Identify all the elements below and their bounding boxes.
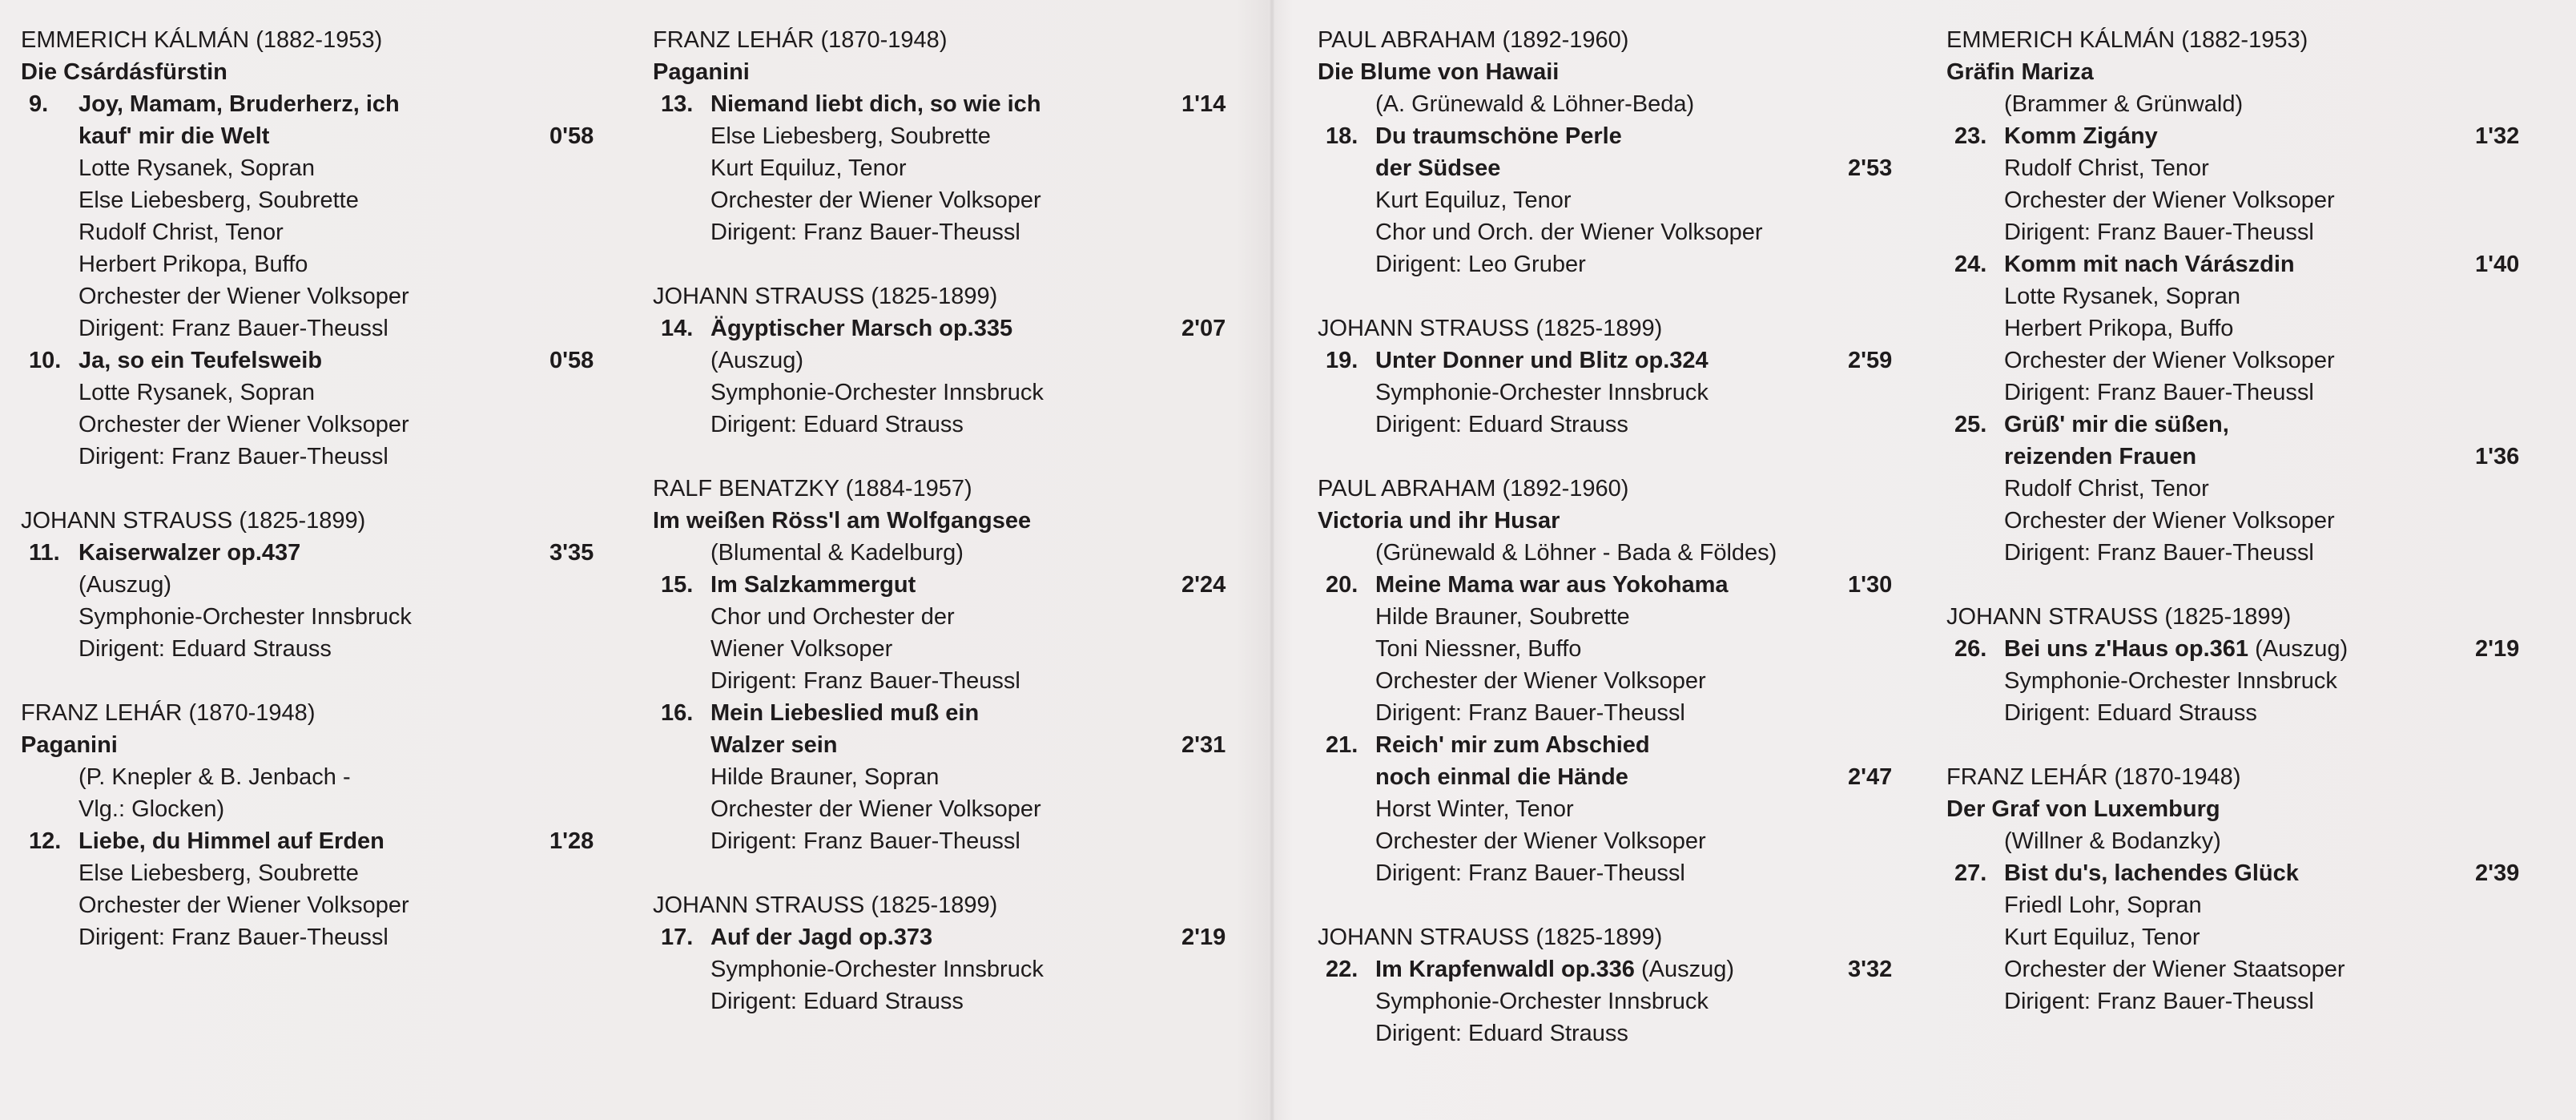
- track-title-text: reizenden Frauen: [2004, 444, 2197, 469]
- track-title: [1375, 953, 1910, 985]
- track-title-text: Joy, Mamam, Bruderherz, ich: [78, 91, 400, 117]
- performer-credit: Orchester der Wiener Volksoper: [1375, 828, 1706, 854]
- track-title: [2004, 120, 2539, 152]
- track-title-text: Im Salzkammergut: [710, 572, 916, 598]
- performer-credit: Orchester der Wiener Volksoper: [1375, 668, 1706, 694]
- track-item: [1318, 344, 1910, 441]
- track-title-text: Im Krapfenwaldl op.336: [1375, 957, 1635, 982]
- tracklist-column: [21, 24, 614, 985]
- track-title: [1375, 761, 1910, 793]
- performer-credit: Dirigent: Franz Bauer-Theussl: [1375, 860, 1685, 886]
- composer-block: [21, 505, 614, 665]
- performer-credit: Orchester der Wiener Volksoper: [710, 187, 1041, 213]
- composer-block: [653, 24, 1246, 248]
- track-item: [653, 569, 1246, 697]
- librettist-credit: (A. Grünewald & Löhner-Beda): [1375, 91, 1695, 117]
- composer-name: PAUL ABRAHAM (1892-1960): [1318, 476, 1629, 502]
- track-title: [710, 569, 1246, 601]
- track-number: 26.: [1954, 636, 1987, 662]
- performer-credit: Orchester der Wiener Volksoper: [78, 412, 409, 437]
- track-duration: 1'14: [1181, 91, 1226, 117]
- composer-name: FRANZ LEHÁR (1870-1948): [21, 700, 316, 726]
- track-number: 17.: [661, 925, 694, 950]
- track-title-text: Walzer sein: [710, 732, 838, 758]
- track-title-text: der Südsee: [1375, 155, 1501, 181]
- track-number: 19.: [1326, 348, 1358, 373]
- track-duration: 1'32: [2475, 123, 2520, 149]
- track-title-text: noch einmal die Hände: [1375, 764, 1628, 790]
- performer-credit: Friedl Lohr, Sopran: [2004, 892, 2202, 918]
- performer-credit: Else Liebesberg, Soubrette: [710, 123, 991, 149]
- track-item: [1946, 409, 2539, 569]
- composer-name: JOHANN STRAUSS (1825-1899): [1946, 604, 2292, 630]
- track-title: [78, 120, 614, 152]
- track-duration: 0'58: [549, 123, 594, 149]
- performer-credit: (Auszug): [78, 572, 172, 598]
- performer-credit: Orchester der Wiener Volksoper: [2004, 348, 2335, 373]
- track-duration: 2'59: [1848, 348, 1893, 373]
- performer-credit: Symphonie-Orchester Innsbruck: [710, 957, 1044, 982]
- track-title: [78, 344, 614, 377]
- librettist-credit: Vlg.: Glocken): [78, 796, 225, 822]
- track-number: 16.: [661, 700, 694, 726]
- performer-credit: Dirigent: Franz Bauer-Theussl: [2004, 380, 2314, 405]
- performer-credit: Else Liebesberg, Soubrette: [78, 187, 359, 213]
- track-duration: 2'53: [1848, 155, 1893, 181]
- track-duration: 1'36: [2475, 444, 2520, 469]
- composer-block: [1318, 312, 1910, 441]
- track-title: [2004, 409, 2539, 441]
- track-title-suffix: (Auszug): [2255, 636, 2349, 662]
- composer-name: JOHANN STRAUSS (1825-1899): [653, 284, 998, 309]
- track-number: 23.: [1954, 123, 1987, 149]
- performer-credit: Rudolf Christ, Tenor: [2004, 155, 2209, 181]
- performer-credit: Orchester der Wiener Volksoper: [2004, 187, 2335, 213]
- composer-name: RALF BENATZKY (1884-1957): [653, 476, 972, 502]
- composer-name: JOHANN STRAUSS (1825-1899): [653, 892, 998, 918]
- track-item: [1946, 857, 2539, 1017]
- performer-credit: Hilde Brauner, Sopran: [710, 764, 940, 790]
- tracklist-column: [1946, 24, 2539, 1049]
- performer-credit: Rudolf Christ, Tenor: [2004, 476, 2209, 502]
- track-title-text: Komm mit nach Várászdin: [2004, 252, 2295, 277]
- track-title-text: Mein Liebeslied muß ein: [710, 700, 980, 726]
- track-title-text: Bei uns z'Haus op.361: [2004, 636, 2249, 662]
- track-title: [710, 921, 1246, 953]
- performer-credit: Symphonie-Orchester Innsbruck: [1375, 380, 1709, 405]
- track-title-text: Ägyptischer Marsch op.335: [710, 316, 1013, 341]
- performer-credit: Dirigent: Eduard Strauss: [710, 989, 964, 1014]
- track-title: [710, 88, 1246, 120]
- composer-block: [21, 697, 614, 953]
- track-number: 9.: [29, 91, 49, 117]
- performer-credit: Dirigent: Eduard Strauss: [78, 636, 332, 662]
- track-item: [1318, 569, 1910, 729]
- track-duration: 2'31: [1181, 732, 1226, 758]
- performer-credit: Dirigent: Franz Bauer-Theussl: [710, 668, 1020, 694]
- track-duration: 2'39: [2475, 860, 2520, 886]
- track-title: [2004, 248, 2539, 280]
- performer-credit: Orchester der Wiener Volksoper: [78, 284, 409, 309]
- track-number: 11.: [29, 540, 60, 566]
- track-title: [2004, 857, 2539, 889]
- track-duration: 1'40: [2475, 252, 2520, 277]
- composer-block: [1318, 921, 1910, 1049]
- track-duration: 2'07: [1181, 316, 1226, 341]
- track-title: [1375, 344, 1910, 377]
- performer-credit: Symphonie-Orchester Innsbruck: [710, 380, 1044, 405]
- track-title-text: Reich' mir zum Abschied: [1375, 732, 1650, 758]
- performer-credit: Dirigent: Eduard Strauss: [1375, 1021, 1628, 1046]
- track-title: [710, 312, 1246, 344]
- performer-credit: Dirigent: Leo Gruber: [1375, 252, 1586, 277]
- track-title-suffix: (Auszug): [1640, 957, 1735, 982]
- performer-credit: Chor und Orchester der: [710, 604, 955, 630]
- performer-credit: Dirigent: Franz Bauer-Theussl: [2004, 989, 2314, 1014]
- performer-credit: Wiener Volksoper: [710, 636, 893, 662]
- performer-credit: Orchester der Wiener Staatsoper: [2004, 957, 2345, 982]
- performer-credit: Herbert Prikopa, Buffo: [2004, 316, 2234, 341]
- track-item: [653, 921, 1246, 1017]
- performer-credit: Lotte Rysanek, Sopran: [78, 155, 316, 181]
- performer-credit: Orchester der Wiener Volksoper: [2004, 508, 2335, 534]
- performer-credit: (Auszug): [710, 348, 804, 373]
- performer-credit: Dirigent: Eduard Strauss: [2004, 700, 2257, 726]
- performer-credit: Dirigent: Franz Bauer-Theussl: [2004, 220, 2314, 245]
- track-number: 10.: [29, 348, 62, 373]
- composer-name: EMMERICH KÁLMÁN (1882-1953): [21, 27, 383, 53]
- track-number: 25.: [1954, 412, 1987, 437]
- track-duration: 3'35: [549, 540, 594, 566]
- work-title: Die Blume von Hawaii: [1318, 59, 1560, 85]
- work-title: Paganini: [21, 732, 118, 758]
- track-item: [21, 344, 614, 473]
- booklet-fold: [1270, 0, 1274, 1120]
- track-title: [1375, 120, 1910, 152]
- work-title: Im weißen Röss'l am Wolfgangsee: [653, 508, 1032, 534]
- track-title: [78, 88, 614, 120]
- performer-credit: Dirigent: Franz Bauer-Theussl: [78, 925, 388, 950]
- performer-credit: Herbert Prikopa, Buffo: [78, 252, 308, 277]
- composer-name: PAUL ABRAHAM (1892-1960): [1318, 27, 1629, 53]
- composer-block: [653, 473, 1246, 857]
- track-title: [1375, 569, 1910, 601]
- track-title-text: Komm Zigány: [2004, 123, 2158, 149]
- track-title-text: Du traumschöne Perle: [1375, 123, 1622, 149]
- track-duration: 0'58: [549, 348, 594, 373]
- track-title: [710, 729, 1246, 761]
- track-number: 13.: [661, 91, 694, 117]
- performer-credit: Kurt Equiluz, Tenor: [1375, 187, 1572, 213]
- performer-credit: Orchester der Wiener Volksoper: [78, 892, 409, 918]
- composer-block: [21, 24, 614, 473]
- composer-block: [1946, 24, 2539, 569]
- composer-block: [1946, 761, 2539, 1017]
- track-item: [21, 825, 614, 953]
- performer-credit: Symphonie-Orchester Innsbruck: [2004, 668, 2337, 694]
- track-title: [1375, 152, 1910, 184]
- track-duration: 2'19: [1181, 925, 1226, 950]
- track-item: [1318, 120, 1910, 280]
- performer-credit: Kurt Equiluz, Tenor: [2004, 925, 2200, 950]
- track-title: [2004, 441, 2539, 473]
- librettist-credit: (Willner & Bodanzky): [2004, 828, 2221, 854]
- performer-credit: Symphonie-Orchester Innsbruck: [78, 604, 412, 630]
- track-title: [2004, 633, 2539, 665]
- track-title-text: Bist du's, lachendes Glück: [2004, 860, 2299, 886]
- track-title-text: Grüß' mir die süßen,: [2004, 412, 2229, 437]
- performer-credit: Kurt Equiluz, Tenor: [710, 155, 907, 181]
- performer-credit: Lotte Rysanek, Sopran: [78, 380, 316, 405]
- track-number: 22.: [1326, 957, 1358, 982]
- track-number: 12.: [29, 828, 62, 854]
- librettist-credit: (Blumental & Kadelburg): [710, 540, 964, 566]
- composer-name: JOHANN STRAUSS (1825-1899): [1318, 316, 1663, 341]
- composer-block: [1318, 24, 1910, 280]
- work-title: Gräfin Mariza: [1946, 59, 2094, 85]
- performer-credit: Hilde Brauner, Soubrette: [1375, 604, 1630, 630]
- performer-credit: Dirigent: Franz Bauer-Theussl: [78, 316, 388, 341]
- track-title: [78, 825, 614, 857]
- work-title: Victoria und ihr Husar: [1318, 508, 1560, 534]
- track-number: 18.: [1326, 123, 1358, 149]
- track-number: 24.: [1954, 252, 1987, 277]
- performer-credit: Dirigent: Franz Bauer-Theussl: [710, 828, 1020, 854]
- composer-name: JOHANN STRAUSS (1825-1899): [21, 508, 366, 534]
- track-duration: 1'30: [1848, 572, 1893, 598]
- tracklist-column: [653, 24, 1246, 1049]
- track-title: [78, 537, 614, 569]
- performer-credit: Chor und Orch. der Wiener Volksoper: [1375, 220, 1763, 245]
- composer-name: EMMERICH KÁLMÁN (1882-1953): [1946, 27, 2308, 53]
- work-title: Paganini: [653, 59, 750, 85]
- composer-block: [653, 889, 1246, 1017]
- track-item: [1946, 248, 2539, 409]
- track-duration: 3'32: [1848, 957, 1893, 982]
- performer-credit: Horst Winter, Tenor: [1375, 796, 1574, 822]
- performer-credit: Toni Niessner, Buffo: [1375, 636, 1582, 662]
- tracklist-column: [1318, 24, 1910, 1082]
- composer-block: [653, 280, 1246, 441]
- performer-credit: Dirigent: Franz Bauer-Theussl: [1375, 700, 1685, 726]
- track-item: [1946, 633, 2539, 729]
- performer-credit: Dirigent: Eduard Strauss: [710, 412, 964, 437]
- track-number: 15.: [661, 572, 694, 598]
- track-title-text: Auf der Jagd op.373: [710, 925, 933, 950]
- track-item: [653, 88, 1246, 248]
- track-item: [653, 312, 1246, 441]
- track-title-text: Meine Mama war aus Yokohama: [1375, 572, 1729, 598]
- performer-credit: Lotte Rysanek, Sopran: [2004, 284, 2241, 309]
- composer-name: FRANZ LEHÁR (1870-1948): [653, 27, 948, 53]
- composer-block: [1318, 473, 1910, 889]
- track-number: 21.: [1326, 732, 1358, 758]
- track-title-text: Kaiserwalzer op.437: [78, 540, 301, 566]
- track-title: [1375, 729, 1910, 761]
- track-item: [1318, 953, 1910, 1049]
- track-number: 27.: [1954, 860, 1987, 886]
- track-number: 14.: [661, 316, 694, 341]
- librettist-credit: (Grünewald & Löhner - Bada & Földes): [1375, 540, 1777, 566]
- work-title: Der Graf von Luxemburg: [1946, 796, 2220, 822]
- composer-name: FRANZ LEHÁR (1870-1948): [1946, 764, 2241, 790]
- track-title-text: Liebe, du Himmel auf Erden: [78, 828, 384, 854]
- track-item: [21, 537, 614, 665]
- librettist-credit: (P. Knepler & B. Jenbach -: [78, 764, 351, 790]
- track-item: [1946, 120, 2539, 248]
- track-title-text: kauf' mir die Welt: [78, 123, 270, 149]
- composer-name: JOHANN STRAUSS (1825-1899): [1318, 925, 1663, 950]
- performer-credit: Rudolf Christ, Tenor: [78, 220, 284, 245]
- track-duration: 2'19: [2475, 636, 2520, 662]
- composer-block: [1946, 601, 2539, 729]
- performer-credit: Dirigent: Eduard Strauss: [1375, 412, 1628, 437]
- track-title-text: Ja, so ein Teufelsweib: [78, 348, 323, 373]
- performer-credit: Dirigent: Franz Bauer-Theussl: [78, 444, 388, 469]
- librettist-credit: (Brammer & Grünwald): [2004, 91, 2244, 117]
- track-title-text: Niemand liebt dich, so wie ich: [710, 91, 1041, 117]
- track-number: 20.: [1326, 572, 1358, 598]
- work-title: Die Csárdásfürstin: [21, 59, 227, 85]
- track-title-text: Unter Donner und Blitz op.324: [1375, 348, 1709, 373]
- track-duration: 2'47: [1848, 764, 1893, 790]
- track-title: [710, 697, 1246, 729]
- track-duration: 1'28: [549, 828, 594, 854]
- track-duration: 2'24: [1181, 572, 1226, 598]
- track-item: [1318, 729, 1910, 889]
- track-item: [21, 88, 614, 344]
- track-item: [653, 697, 1246, 857]
- performer-credit: Dirigent: Franz Bauer-Theussl: [710, 220, 1020, 245]
- performer-credit: Orchester der Wiener Volksoper: [710, 796, 1041, 822]
- performer-credit: Else Liebesberg, Soubrette: [78, 860, 359, 886]
- performer-credit: Dirigent: Franz Bauer-Theussl: [2004, 540, 2314, 566]
- performer-credit: Symphonie-Orchester Innsbruck: [1375, 989, 1709, 1014]
